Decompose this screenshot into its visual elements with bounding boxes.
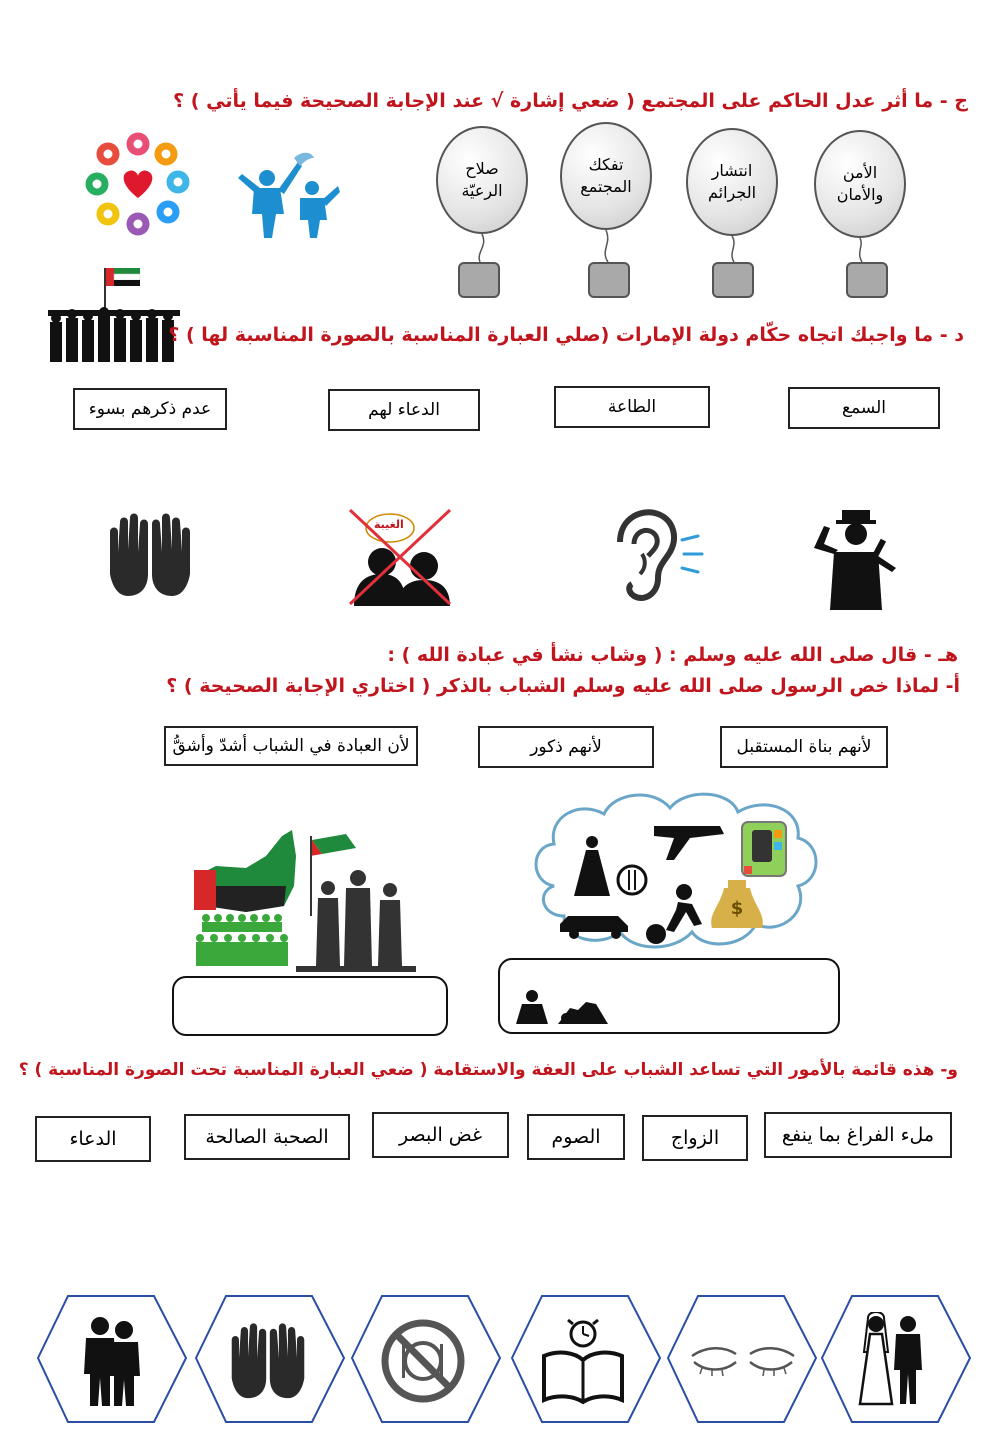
praying-hands-icon	[104, 512, 196, 598]
question-w: و- هذه قائمة بالأمور التي تساعد الشباب على العفة والاستقامة ( ضعي العبارة المناسبة تحت الصورة المناسبة ) ؟	[18, 1060, 958, 1080]
praying-men-icon	[512, 988, 616, 1028]
saluting-soldier-icon	[804, 506, 900, 610]
check-box-disintegration[interactable]	[588, 262, 630, 298]
check-box-security[interactable]	[846, 262, 888, 298]
option-they-are-males[interactable]: لأنهم ذكور	[478, 726, 654, 768]
option-fill-free-time[interactable]: ملء الفراغ بما ينفع	[764, 1112, 952, 1158]
question-c: ج - ما أثر عدل الحاكم على المجتمع ( ضعي إشارة √ عند الإجابة الصحيحة فيما يأتي ) ؟	[173, 90, 968, 112]
question-d: د - ما واجبك اتجاه حكّام دولة الإمارات (صلي العبارة المناسبة بالصورة المناسبة لها ) ؟	[168, 324, 964, 346]
question-h-a: أ- لماذا خص الرسول صلى الله عليه وسلم الشباب بالذكر ( اختاري الإجابة الصحيحة ) ؟	[166, 675, 960, 697]
svg-text:$: $	[730, 898, 744, 919]
option-obedience[interactable]: الطاعة	[554, 386, 710, 428]
uae-map-soldiers-icon	[186, 826, 426, 974]
option-lowering-gaze[interactable]: غض البصر	[372, 1112, 509, 1158]
check-box-crimes[interactable]	[712, 262, 754, 298]
balloon-strings	[0, 0, 1000, 300]
rulers-flag-icon	[44, 262, 184, 366]
option-supplication[interactable]: الدعاء	[35, 1116, 151, 1162]
hexagon-row	[30, 1292, 980, 1428]
bride-groom-marriage-icon[interactable]	[858, 1312, 928, 1406]
option-worship-harder[interactable]: لأن العبادة في الشباب أشدّ وأشقُّ	[164, 726, 418, 766]
balloon-righteousness: صلاح الرعيّة	[436, 126, 528, 234]
option-builders-of-future[interactable]: لأنهم بناة المستقبل	[720, 726, 888, 768]
lowered-gaze-eyes-icon[interactable]	[688, 1340, 798, 1380]
option-good-company[interactable]: الصحبة الصالحة	[184, 1114, 350, 1160]
option-no-bad-mention[interactable]: عدم ذكرهم بسوء	[73, 388, 227, 430]
balloon-disintegration: تفكك المجتمع	[560, 122, 652, 230]
option-pray-for-them[interactable]: الدعاء لهم	[328, 389, 480, 431]
no-eating-fasting-icon[interactable]	[380, 1318, 466, 1404]
backbiting-crossed-icon: الغيبة	[346, 506, 454, 606]
friends-icon[interactable]	[78, 1314, 144, 1408]
check-box-righteousness[interactable]	[458, 262, 500, 298]
book-clock-icon[interactable]	[538, 1316, 628, 1406]
supplication-hands-icon[interactable]	[224, 1322, 312, 1400]
balloon-crimes: انتشار الجرائم	[686, 128, 778, 236]
balloon-security: الأمن والأمان	[814, 130, 906, 238]
option-listening[interactable]: السمع	[788, 387, 940, 429]
answer-box-future-builders[interactable]	[172, 976, 448, 1036]
youth-distractions-cloud-icon	[524, 786, 824, 956]
option-marriage[interactable]: الزواج	[642, 1115, 748, 1161]
hadith-h: هـ - قال صلى الله عليه وسلم : ( وشاب نشأ في عبادة الله ) :	[387, 644, 958, 666]
ear-listening-icon	[602, 504, 706, 606]
option-fasting[interactable]: الصوم	[527, 1114, 625, 1160]
